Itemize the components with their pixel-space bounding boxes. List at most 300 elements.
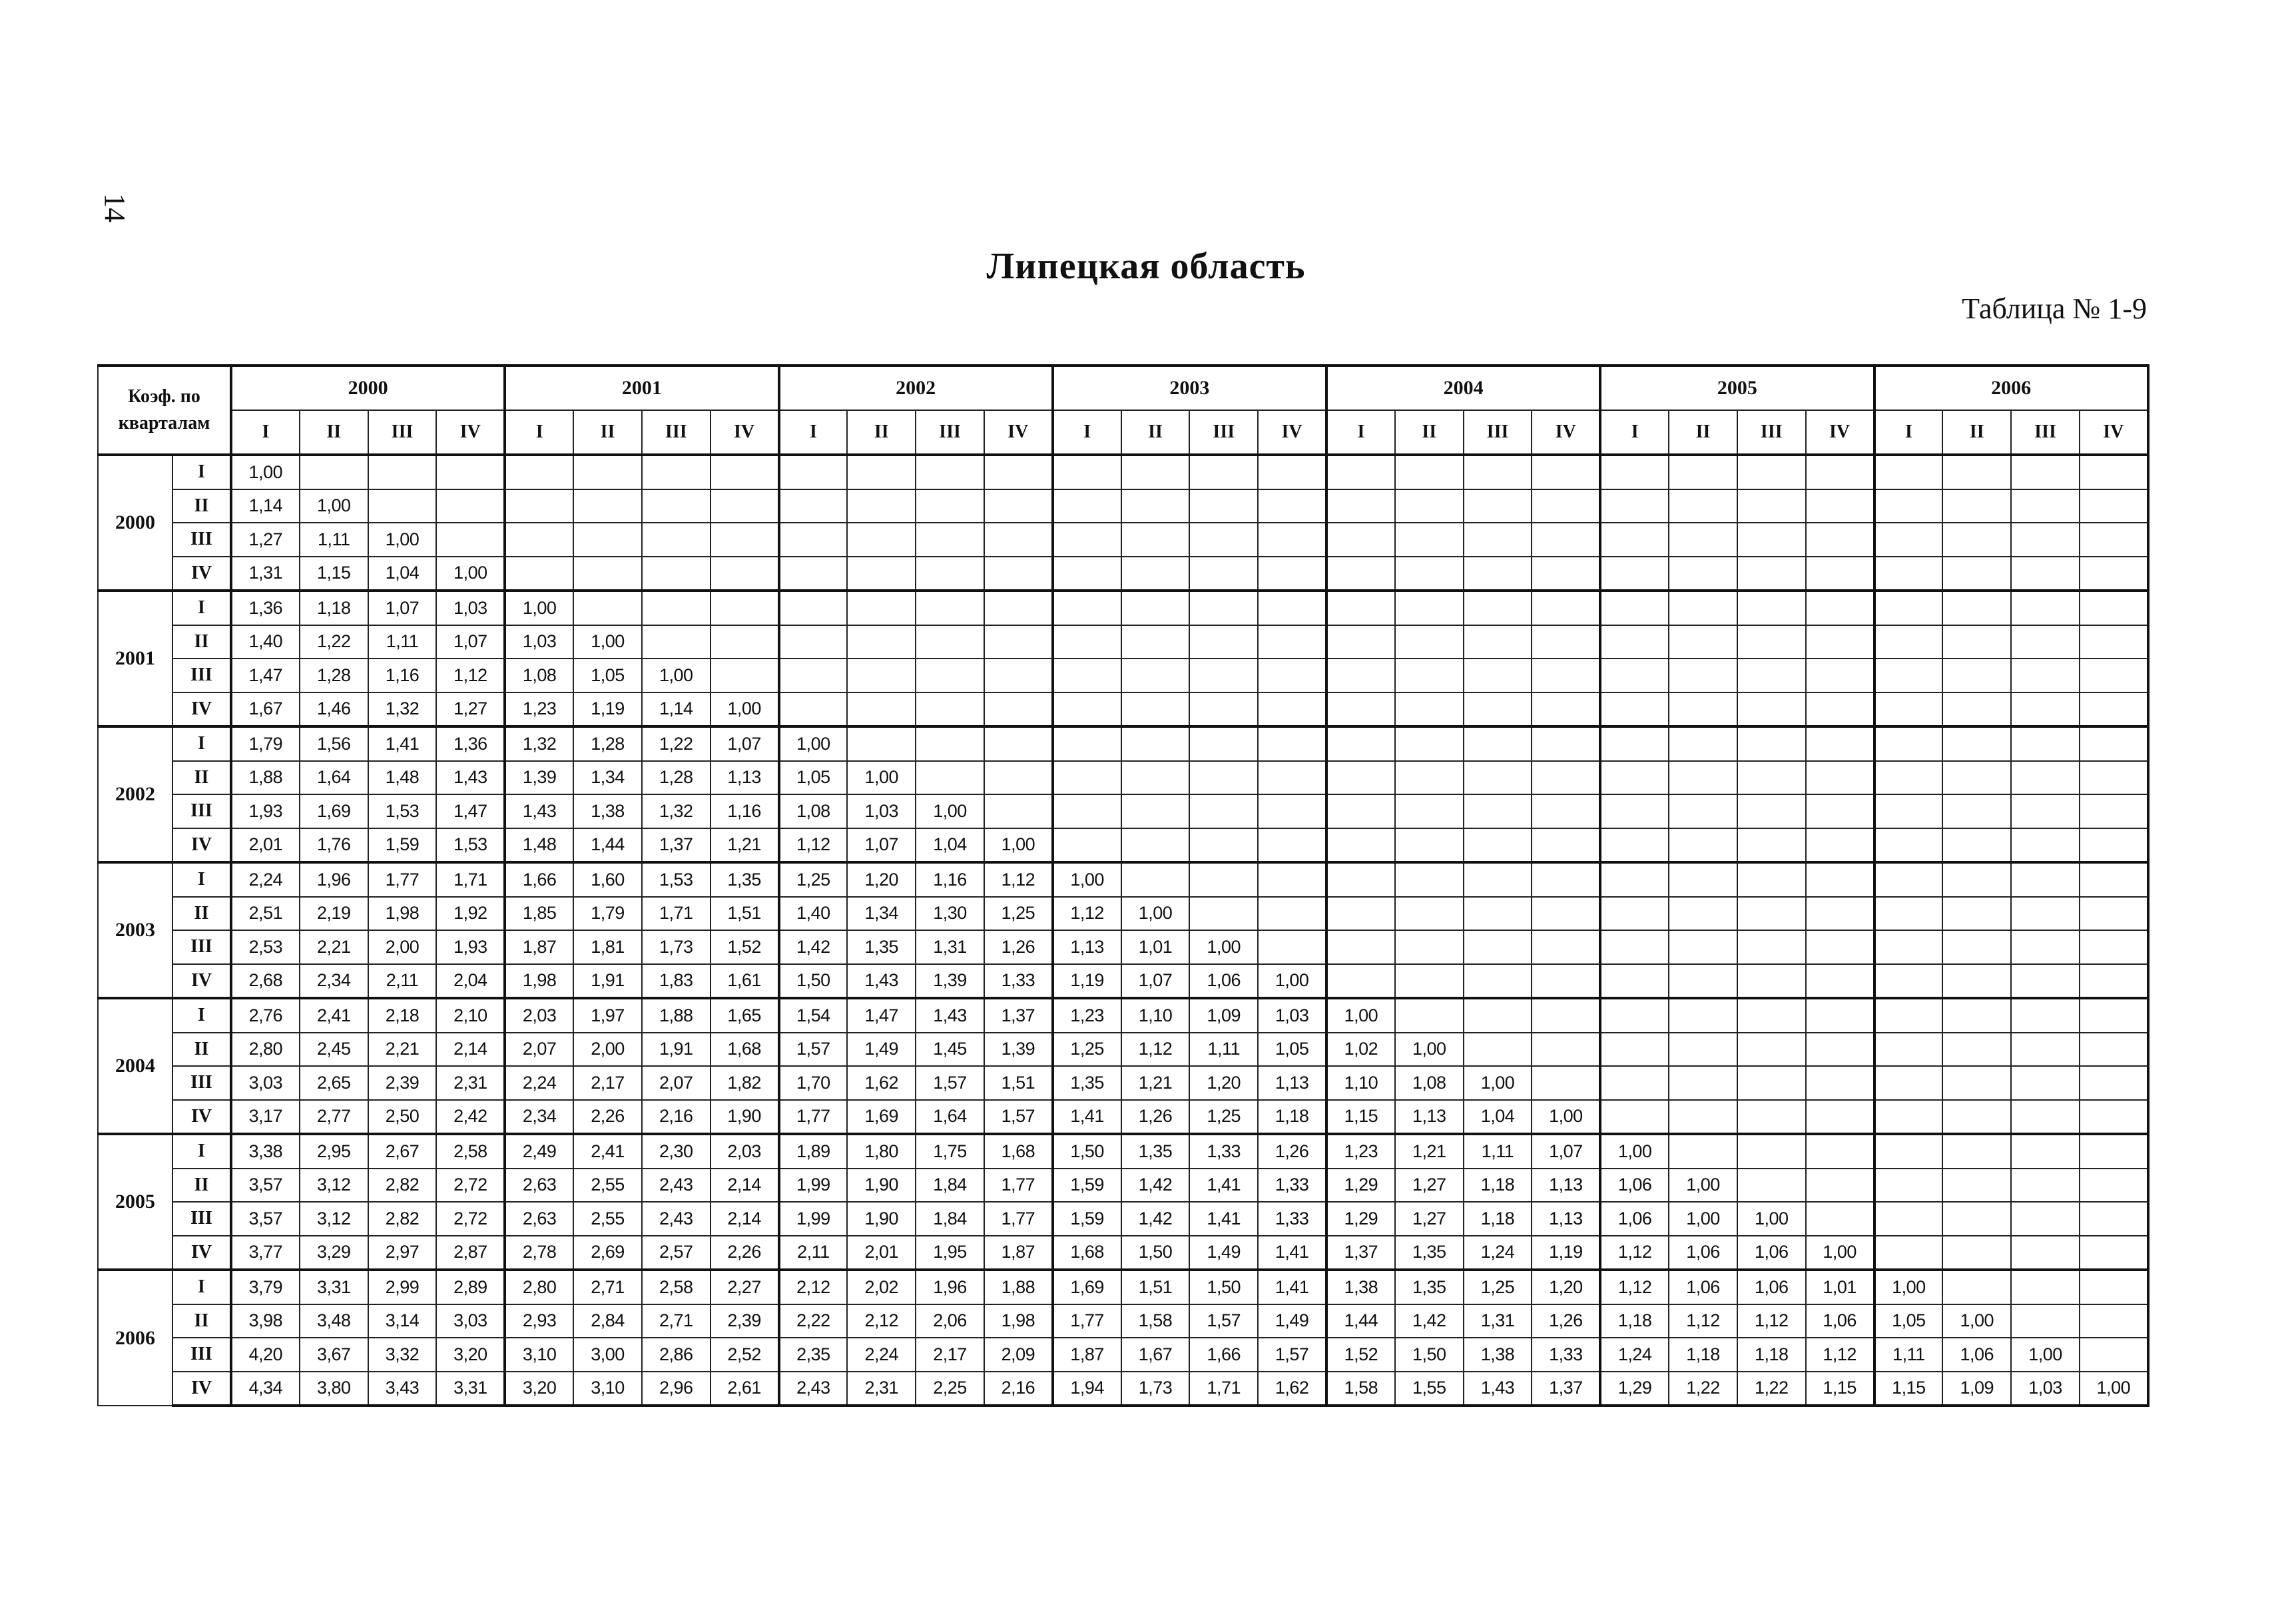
coefficient-cell <box>1737 1066 1806 1100</box>
coefficient-cell <box>1395 897 1464 931</box>
coefficient-cell <box>984 761 1053 795</box>
coefficient-cell: 1,00 <box>1600 1134 1669 1169</box>
coefficient-cell <box>2011 1169 2080 1203</box>
coefficient-cell <box>1532 930 1600 964</box>
coefficient-cell: 1,31 <box>916 930 984 964</box>
coefficient-cell: 3,31 <box>436 1372 505 1406</box>
coefficient-cell <box>779 591 848 625</box>
coefficient-cell <box>1669 794 1737 828</box>
row-year-header: 2004 <box>98 998 172 1134</box>
coefficient-cell: 1,41 <box>1053 1100 1121 1135</box>
coefficient-cell: 1,00 <box>1532 1100 1600 1135</box>
coefficient-cell: 1,25 <box>1053 1033 1121 1067</box>
coefficient-cell <box>1600 828 1669 863</box>
coefficient-cell: 1,87 <box>984 1236 1053 1270</box>
coefficient-cell: 1,53 <box>368 794 437 828</box>
coefficient-cell: 3,38 <box>231 1134 300 1169</box>
row-quarter-header: I <box>172 591 231 625</box>
coefficient-cell <box>1464 930 1532 964</box>
coefficient-cell <box>436 489 505 523</box>
coefficient-cell: 1,57 <box>1258 1338 1326 1372</box>
coefficient-cell: 1,25 <box>1189 1100 1258 1135</box>
coefficient-cell: 1,52 <box>1326 1338 1395 1372</box>
coefficient-cell <box>1395 726 1464 761</box>
coefficient-cell: 1,50 <box>1189 1270 1258 1304</box>
table-row <box>98 1202 2148 1236</box>
table-row <box>98 761 2148 795</box>
coefficient-cell: 2,82 <box>368 1169 437 1203</box>
coefficient-cell <box>1464 794 1532 828</box>
coefficient-cell: 2,41 <box>300 998 368 1033</box>
table-row <box>98 897 2148 931</box>
coefficient-cell <box>1600 930 1669 964</box>
coefficient-cell: 1,28 <box>300 659 368 692</box>
coefficient-cell <box>2011 1066 2080 1100</box>
coefficient-cell <box>1737 523 1806 557</box>
coefficient-cell <box>1806 794 1874 828</box>
coefficient-cell <box>2011 557 2080 591</box>
coefficient-cell <box>2011 794 2080 828</box>
coefficient-cell <box>2011 1202 2080 1236</box>
coefficient-cell <box>1395 557 1464 591</box>
coefficient-cell <box>2080 625 2148 659</box>
coefficient-cell <box>300 455 368 489</box>
coefficient-cell: 1,03 <box>436 591 505 625</box>
coefficient-cell <box>1737 591 1806 625</box>
table-row <box>98 862 2148 897</box>
coefficient-cell: 1,11 <box>300 523 368 557</box>
coefficient-cell: 1,18 <box>1600 1304 1669 1338</box>
coefficient-cell <box>1532 897 1600 931</box>
coefficient-cell: 1,00 <box>436 557 505 591</box>
coefficient-cell <box>1600 557 1669 591</box>
coefficient-cell: 1,16 <box>916 862 984 897</box>
coefficient-cell <box>1532 625 1600 659</box>
coefficient-cell: 4,34 <box>231 1372 300 1406</box>
coefficient-cell: 1,41 <box>1189 1202 1258 1236</box>
coefficient-cell: 2,78 <box>505 1236 573 1270</box>
coefficient-cell: 1,66 <box>1189 1338 1258 1372</box>
coefficient-cell: 1,50 <box>779 964 848 999</box>
coefficient-cell <box>1189 489 1258 523</box>
coefficient-cell <box>1258 794 1326 828</box>
row-quarter-header: IV <box>172 692 231 727</box>
coefficient-cell <box>1464 726 1532 761</box>
coefficient-cell: 1,00 <box>1395 1033 1464 1067</box>
coefficient-cell <box>711 489 779 523</box>
coefficient-cell: 1,19 <box>1532 1236 1600 1270</box>
coefficient-cell: 1,22 <box>300 625 368 659</box>
coefficient-cell <box>1737 828 1806 863</box>
coefficient-cell <box>1053 523 1121 557</box>
coefficient-cell <box>2080 1236 2148 1270</box>
coefficient-cell: 1,93 <box>436 930 505 964</box>
coefficient-cell: 1,41 <box>1258 1270 1326 1304</box>
coefficient-cell <box>1532 862 1600 897</box>
coefficient-cell <box>2011 489 2080 523</box>
coefficient-cell <box>1806 455 1874 489</box>
coefficient-cell: 1,21 <box>1121 1066 1190 1100</box>
coefficient-cell: 1,38 <box>1326 1270 1395 1304</box>
coefficient-cell <box>1395 828 1464 863</box>
coefficient-cell: 1,20 <box>847 862 916 897</box>
coefficient-cell: 3,32 <box>368 1338 437 1372</box>
coefficient-cell <box>1942 726 2011 761</box>
coefficient-cell: 2,45 <box>300 1033 368 1067</box>
coefficient-cell <box>1053 591 1121 625</box>
coefficient-cell: 2,30 <box>642 1134 711 1169</box>
coefficient-cell: 1,81 <box>573 930 642 964</box>
coefficient-cell <box>1806 1134 1874 1169</box>
coefficient-cell <box>1669 897 1737 931</box>
coefficient-cell <box>1874 828 1943 863</box>
coefficient-cell: 1,06 <box>1806 1304 1874 1338</box>
coefficient-cell <box>1874 1033 1943 1067</box>
coefficient-cell <box>1326 557 1395 591</box>
coefficient-cell: 2,57 <box>642 1236 711 1270</box>
coefficient-cell <box>1942 523 2011 557</box>
coefficient-cell <box>711 523 779 557</box>
coefficient-cell: 1,33 <box>1532 1338 1600 1372</box>
coefficient-cell: 2,07 <box>642 1066 711 1100</box>
coefficient-cell <box>2011 761 2080 795</box>
row-quarter-header: IV <box>172 1372 231 1406</box>
coefficient-cell <box>1806 692 1874 727</box>
coefficient-cell: 2,12 <box>779 1270 848 1304</box>
coefficient-cell <box>1942 455 2011 489</box>
coefficient-cell: 1,25 <box>779 862 848 897</box>
coefficient-cell <box>505 489 573 523</box>
table-row <box>98 489 2148 523</box>
coefficient-cell: 1,00 <box>1669 1169 1737 1203</box>
coefficient-cell <box>1737 862 1806 897</box>
coefficient-cell <box>1669 1134 1737 1169</box>
coefficient-cell <box>779 455 848 489</box>
coefficient-cell <box>1121 455 1190 489</box>
column-quarter-header: III <box>642 410 711 455</box>
coefficient-cell <box>573 557 642 591</box>
coefficient-cell <box>1189 897 1258 931</box>
coefficient-cell <box>2080 726 2148 761</box>
coefficient-cell: 1,87 <box>505 930 573 964</box>
coefficient-cell: 1,98 <box>984 1304 1053 1338</box>
coefficient-cell: 3,20 <box>436 1338 505 1372</box>
coefficient-cell: 1,00 <box>1874 1270 1943 1304</box>
coefficient-cell <box>1121 692 1190 727</box>
coefficient-cell <box>1053 625 1121 659</box>
coefficient-cell <box>1464 489 1532 523</box>
coefficient-cell <box>1942 659 2011 692</box>
coefficient-cell: 1,34 <box>847 897 916 931</box>
coefficient-cell: 1,71 <box>1189 1372 1258 1406</box>
coefficient-cell: 1,27 <box>231 523 300 557</box>
coefficient-cell: 1,06 <box>1189 964 1258 999</box>
coefficient-cell: 1,35 <box>1395 1270 1464 1304</box>
coefficient-cell <box>1464 828 1532 863</box>
coefficient-cell: 2,04 <box>436 964 505 999</box>
coefficient-cell <box>1737 1169 1806 1203</box>
coefficient-cell <box>1326 455 1395 489</box>
coefficient-cell <box>984 794 1053 828</box>
coefficient-cell <box>2080 523 2148 557</box>
coefficient-cell <box>1806 1202 1874 1236</box>
coefficient-cell: 2,06 <box>916 1304 984 1338</box>
coefficient-cell <box>1600 794 1669 828</box>
coefficient-cell: 3,00 <box>573 1338 642 1372</box>
table-row <box>98 1304 2148 1338</box>
coefficient-cell: 2,24 <box>847 1338 916 1372</box>
coefficient-cell <box>984 692 1053 727</box>
coefficient-cell <box>1464 692 1532 727</box>
coefficient-cell: 1,37 <box>1326 1236 1395 1270</box>
coefficient-cell <box>1806 726 1874 761</box>
coefficient-cell <box>1121 726 1190 761</box>
coefficient-cell <box>1669 726 1737 761</box>
coefficient-cell: 2,14 <box>436 1033 505 1067</box>
table-row <box>98 1338 2148 1372</box>
coefficient-cell <box>1189 862 1258 897</box>
coefficient-cell: 1,00 <box>1189 930 1258 964</box>
coefficient-cell: 1,92 <box>436 897 505 931</box>
column-quarter-header: III <box>368 410 437 455</box>
coefficient-cell: 1,98 <box>368 897 437 931</box>
coefficient-cell: 2,31 <box>436 1066 505 1100</box>
coefficient-cell: 1,55 <box>1395 1372 1464 1406</box>
coefficient-cell: 2,25 <box>916 1372 984 1406</box>
coefficient-cell <box>2011 1236 2080 1270</box>
coefficient-cell: 1,50 <box>1395 1338 1464 1372</box>
coefficient-cell: 1,59 <box>1053 1202 1121 1236</box>
coefficient-cell <box>1806 897 1874 931</box>
column-quarter-header: III <box>1464 410 1532 455</box>
coefficient-cell: 1,00 <box>2080 1372 2148 1406</box>
coefficient-cell: 2,95 <box>300 1134 368 1169</box>
coefficient-cell <box>1874 557 1943 591</box>
coefficient-cell <box>2011 897 2080 931</box>
coefficient-cell <box>1942 897 2011 931</box>
table-row <box>98 930 2148 964</box>
coefficient-cell: 2,14 <box>711 1202 779 1236</box>
coefficient-cell <box>1326 761 1395 795</box>
coefficient-cell <box>2080 930 2148 964</box>
coefficient-cell: 2,55 <box>573 1202 642 1236</box>
coefficient-cell <box>1874 726 1943 761</box>
coefficient-cell: 1,42 <box>1121 1169 1190 1203</box>
coefficient-cell: 2,82 <box>368 1202 437 1236</box>
coefficient-cell: 1,07 <box>368 591 437 625</box>
coefficient-cell <box>2011 828 2080 863</box>
coefficient-cell <box>1395 794 1464 828</box>
coefficient-cell: 4,20 <box>231 1338 300 1372</box>
column-year-header: 2004 <box>1326 366 1600 410</box>
coefficient-cell <box>1874 1236 1943 1270</box>
coefficient-cell <box>1464 998 1532 1033</box>
column-quarter-header: III <box>1189 410 1258 455</box>
coefficient-cell <box>711 557 779 591</box>
coefficient-cell <box>2080 1033 2148 1067</box>
coefficient-cell: 1,99 <box>779 1169 848 1203</box>
coefficient-cell: 1,41 <box>1189 1169 1258 1203</box>
coefficient-cell: 1,99 <box>779 1202 848 1236</box>
coefficient-cell: 1,68 <box>1053 1236 1121 1270</box>
coefficient-cell: 1,26 <box>1121 1100 1190 1135</box>
coefficient-cell <box>1053 761 1121 795</box>
coefficient-cell <box>1258 455 1326 489</box>
coefficient-cell: 1,06 <box>1600 1169 1669 1203</box>
column-quarter-header: II <box>1121 410 1190 455</box>
coefficient-cell: 1,71 <box>436 862 505 897</box>
table-row <box>98 1100 2148 1135</box>
coefficient-cell: 1,58 <box>1121 1304 1190 1338</box>
column-quarter-header: IV <box>2080 410 2148 455</box>
coefficient-cell <box>1326 964 1395 999</box>
coefficient-cell: 2,86 <box>642 1338 711 1372</box>
coefficient-cell: 1,48 <box>368 761 437 795</box>
coefficient-cell <box>1464 897 1532 931</box>
coefficient-cell <box>1395 692 1464 727</box>
coefficient-cell <box>1874 930 1943 964</box>
coefficient-cell <box>1942 591 2011 625</box>
coefficient-cell: 1,37 <box>984 998 1053 1033</box>
coefficient-cell <box>1806 591 1874 625</box>
coefficient-cell: 1,82 <box>711 1066 779 1100</box>
coefficient-cell: 1,36 <box>231 591 300 625</box>
coefficient-cell: 1,06 <box>1669 1270 1737 1304</box>
coefficient-cell: 1,19 <box>573 692 642 727</box>
coefficient-cell <box>916 455 984 489</box>
column-quarter-header: I <box>1874 410 1943 455</box>
coefficient-cell: 1,47 <box>231 659 300 692</box>
coefficient-cell <box>1737 998 1806 1033</box>
coefficient-cell: 1,16 <box>711 794 779 828</box>
coefficient-cell <box>1600 591 1669 625</box>
coefficient-cell: 2,61 <box>711 1372 779 1406</box>
row-quarter-header: I <box>172 726 231 761</box>
coefficient-cell: 1,18 <box>1464 1169 1532 1203</box>
coefficient-cell: 1,07 <box>1121 964 1190 999</box>
coefficient-cell <box>1669 625 1737 659</box>
coefficient-cell <box>436 523 505 557</box>
coefficient-cell <box>1806 523 1874 557</box>
row-year-header: 2000 <box>98 455 172 591</box>
row-quarter-header: I <box>172 1270 231 1304</box>
coefficient-cell: 1,62 <box>1258 1372 1326 1406</box>
coefficient-cell <box>2011 659 2080 692</box>
coefficient-cell <box>1532 964 1600 999</box>
coefficient-cell <box>1806 557 1874 591</box>
coefficient-cell <box>2011 625 2080 659</box>
coefficient-cell <box>2080 591 2148 625</box>
coefficient-cell: 1,53 <box>436 828 505 863</box>
coefficient-cell: 1,30 <box>916 897 984 931</box>
coefficient-cell <box>1600 998 1669 1033</box>
coefficient-cell: 1,18 <box>1464 1202 1532 1236</box>
coefficient-cell: 1,38 <box>573 794 642 828</box>
coefficient-cell: 1,60 <box>573 862 642 897</box>
table-row <box>98 1033 2148 1067</box>
coefficient-cell: 3,20 <box>505 1372 573 1406</box>
coefficient-cell <box>1464 1033 1532 1067</box>
coefficient-cell: 1,20 <box>1189 1066 1258 1100</box>
row-quarter-header: II <box>172 489 231 523</box>
coefficient-cell <box>1258 692 1326 727</box>
row-year-header: 2005 <box>98 1134 172 1270</box>
coefficient-cell <box>1258 591 1326 625</box>
coefficient-cell: 1,52 <box>711 930 779 964</box>
coefficient-cell: 1,05 <box>779 761 848 795</box>
coefficient-cell <box>984 625 1053 659</box>
coefficient-cell <box>1326 523 1395 557</box>
coefficient-cell: 1,89 <box>779 1134 848 1169</box>
coefficient-cell: 1,38 <box>1464 1338 1532 1372</box>
coefficient-cell <box>2080 659 2148 692</box>
coefficient-cell <box>1395 930 1464 964</box>
coefficient-cell: 1,33 <box>1258 1202 1326 1236</box>
coefficient-cell <box>1806 489 1874 523</box>
coefficient-cell: 2,42 <box>436 1100 505 1135</box>
coefficient-cell <box>1326 659 1395 692</box>
coefficient-cell: 1,21 <box>1395 1134 1464 1169</box>
coefficient-cell: 1,64 <box>300 761 368 795</box>
coefficient-cell <box>2011 523 2080 557</box>
coefficient-cell <box>2080 1202 2148 1236</box>
coefficient-cell <box>1600 692 1669 727</box>
coefficient-cell: 1,12 <box>984 862 1053 897</box>
coefficient-cell <box>1942 1236 2011 1270</box>
coefficient-cell <box>1806 998 1874 1033</box>
coefficient-cell: 3,48 <box>300 1304 368 1338</box>
coefficient-cell: 2,71 <box>642 1304 711 1338</box>
coefficient-cell: 1,76 <box>300 828 368 863</box>
row-quarter-header: I <box>172 862 231 897</box>
coefficient-cell: 2,34 <box>505 1100 573 1135</box>
coefficient-cell: 1,87 <box>1053 1338 1121 1372</box>
coefficient-cell: 1,62 <box>847 1066 916 1100</box>
column-year-header: 2003 <box>1053 366 1326 410</box>
coefficient-cell: 2,77 <box>300 1100 368 1135</box>
coefficient-cell: 1,23 <box>1326 1134 1395 1169</box>
coefficient-cell: 1,67 <box>1121 1338 1190 1372</box>
row-quarter-header: II <box>172 761 231 795</box>
coefficient-cell: 2,26 <box>573 1100 642 1135</box>
coefficient-cell: 1,33 <box>1189 1134 1258 1169</box>
coefficient-cell <box>642 625 711 659</box>
coefficient-cell: 1,77 <box>368 862 437 897</box>
row-quarter-header: IV <box>172 557 231 591</box>
coefficient-cell <box>1600 625 1669 659</box>
coefficient-cell <box>1669 659 1737 692</box>
column-quarter-header: II <box>1395 410 1464 455</box>
coefficient-cell: 1,88 <box>231 761 300 795</box>
column-quarter-header: IV <box>1806 410 1874 455</box>
coefficient-cell <box>1874 998 1943 1033</box>
coefficient-cell: 2,22 <box>779 1304 848 1338</box>
coefficient-cell: 1,43 <box>436 761 505 795</box>
coefficient-cell <box>642 591 711 625</box>
coefficient-cell <box>2080 862 2148 897</box>
coefficient-cell: 1,06 <box>1669 1236 1737 1270</box>
coefficient-cell: 1,11 <box>1189 1033 1258 1067</box>
coefficient-cell <box>1600 455 1669 489</box>
coefficient-cell <box>1326 930 1395 964</box>
coefficient-cell: 2,00 <box>573 1033 642 1067</box>
coefficient-cell <box>1464 862 1532 897</box>
coefficient-cell: 1,16 <box>368 659 437 692</box>
coefficient-cell <box>1326 794 1395 828</box>
coefficient-cell: 2,10 <box>436 998 505 1033</box>
coefficient-cell <box>1669 761 1737 795</box>
coefficient-cell: 1,11 <box>1464 1134 1532 1169</box>
